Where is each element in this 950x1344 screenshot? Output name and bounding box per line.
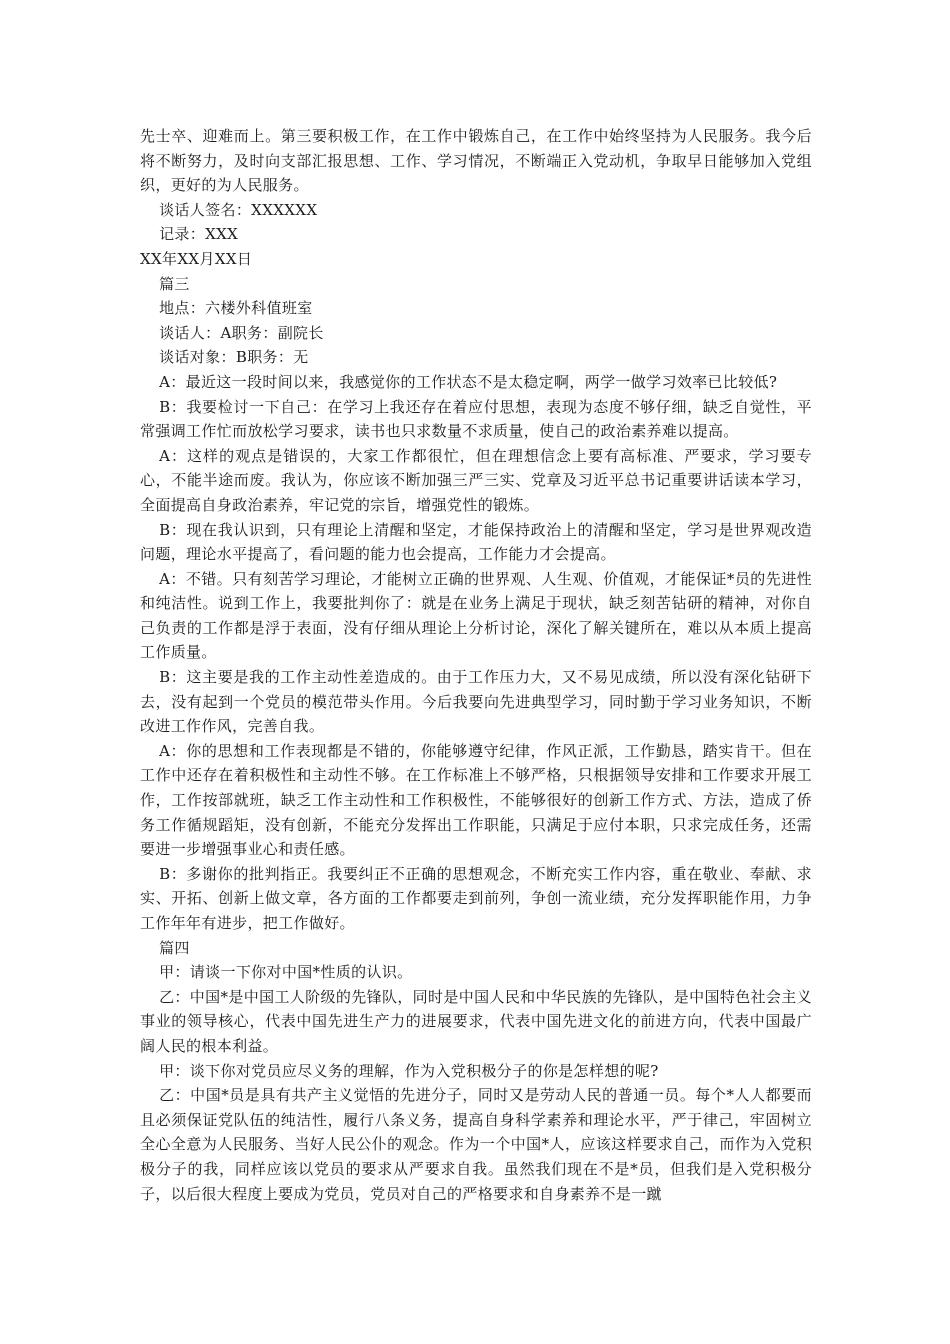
section-heading-3: 篇三 xyxy=(159,274,190,293)
dialogue-paragraph: 甲：谈下你对党员应尽义务的理解，作为入党积极分子的你是怎样想的呢? xyxy=(159,1061,659,1080)
recorder-line: 记录：XXX xyxy=(159,225,239,244)
dialogue-paragraph: A：你的思想和工作表现都是不错的，你能够遵守纪律，作风正派，工作勤恳，踏实肯干。但在工作中还存在着积极性和主动性不够。在工作标准上不够严格，只根据领导安排和工作要求开展工作，工作按部就班，缺乏工作主动性和工作积极性，不能够很好的创新工作方式、方法，造成了侨务工作循规蹈矩，没有创新，不能充分发挥出工作职能，只满足于应付本职，只求完成任务，还需要进一步增强事业心和责任感。 xyxy=(140,741,812,859)
dialogue-paragraph: 乙：中国*是中国工人阶级的先锋队，同时是中国人民和中华民族的先锋队，是中国特色社会主义事业的领导核心，代表中国先进生产力的进展要求，代表中国先进文化的前进方向，代表中国最广阔人民的根本利益。 xyxy=(140,987,812,1055)
dialogue-paragraph: A：这样的观点是错误的，大家工作都很忙，但在理想信念上要有高标准、严要求，学习要专心，不能半途而废。我认为，你应该不断加强三严三实、党章及习近平总书记重要讲话读本学习，全面提高自身政治素养，牢记党的宗旨，增强党性的锻炼。 xyxy=(140,446,812,514)
paragraph-continuation: 先士卒、迎难而上。第三要积极工作，在工作中锻炼自己，在工作中始终坚持为人民服务。我今后将不断努力，及时向支部汇报思想、工作、学习情况，不断端正入党动机，争取早日能够加入党组织，更好的为人民服务。 xyxy=(140,127,812,195)
dialogue-paragraph: B：现在我认识到，只有理论上清醒和坚定，才能保持政治上的清醒和坚定，学习是世界观改造问题，理论水平提高了，看问题的能力也会提高，工作能力才会提高。 xyxy=(140,520,812,564)
speaker-line: 谈话人：A职务：副院长 xyxy=(159,323,324,342)
dialogue-paragraph: B：我要检讨一下自己：在学习上我还存在着应付思想，表现为态度不够仔细，缺乏自觉性，平常强调工作忙而放松学习要求，读书也只求数量不求质量，使自己的政治素养难以提高。 xyxy=(140,397,812,441)
dialogue-paragraph: B：这主要是我的工作主动性差造成的。由于工作压力大，又不易见成绩，所以没有深化钻研下去，没有起到一个党员的模范带头作用。今后我要向先进典型学习，同时勤于学习业务知识，不断改进工作作风，完善自我。 xyxy=(140,668,812,736)
location-line: 地点：六楼外科值班室 xyxy=(159,299,313,318)
dialogue-paragraph: A：最近这一段时间以来，我感觉你的工作状态不是太稳定啊，两学一做学习效率已比较低? xyxy=(159,372,778,391)
dialogue-paragraph: 甲：请谈一下你对中国*性质的认识。 xyxy=(159,963,413,982)
dialogue-paragraph: 乙：中国*员是具有共产主义觉悟的先进分子，同时又是劳动人民的普通一员。每个*人人都要而且必须保证党队伍的纯洁性，履行八条义务，提高自身科学素养和理论水平，严于律己，牢固树立全心全意为人民服务、当好人民公仆的观念。作为一个中国*人，应该这样要求自己，而作为入党积极分子的我，同样应该以党员的要求从严要求自我。虽然我们现在不是*员，但我们是入党积极分子，以后很大程度上要成为党员，党员对自己的严格要求和自身素养不是一蹴 xyxy=(140,1086,812,1203)
dialogue-paragraph: A：不错。只有刻苦学习理论，才能树立正确的世界观、人生观、价值观，才能保证*员的先进性和纯洁性。说到工作上，我要批判你了：就是在业务上满足于现状，缺乏刻苦钻研的精神，对你自己负责的工作都是浮于表面，没有仔细从理论上分析讨论，深化了解关键所在，难以从本质上提高工作质量。 xyxy=(140,569,812,662)
document-body xyxy=(140,124,812,1206)
signature-line: 谈话人签名：XXXXXX xyxy=(159,200,318,219)
date-line: XX年XX月XX日 xyxy=(140,249,253,268)
section-heading-4: 篇四 xyxy=(159,938,190,957)
interviewee-line: 谈话对象：B职务：无 xyxy=(159,348,309,367)
dialogue-paragraph: B：多谢你的批判指正。我要纠正不正确的思想观念，不断充实工作内容，重在敬业、奉献、求实、开拓、创新上做文章，各方面的工作都要走到前列，争创一流业绩，充分发挥职能作用，力争工作年年有进步，把工作做好。 xyxy=(140,864,812,932)
